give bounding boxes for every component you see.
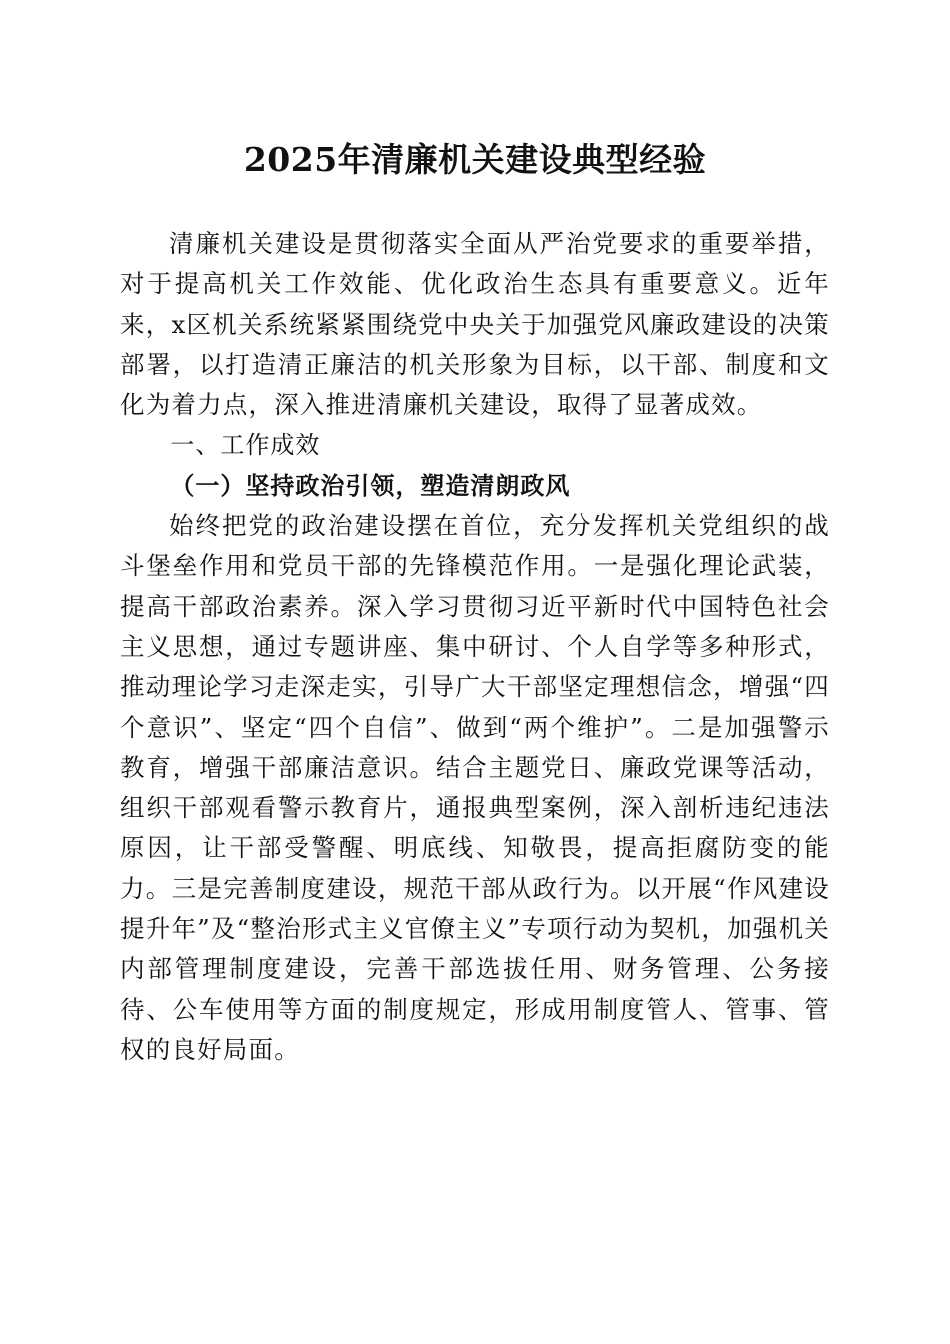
- subsection-paragraph: 始终把党的政治建设摆在首位，充分发挥机关党组织的战斗堡垒作用和党员干部的先锋模范作用。一是强化理论武装，提高干部政治素养。深入学习贯彻习近平新时代中国特色社会主义思想，通过专题讲座、集中研讨、个人自学等多种形式，推动理论学习走深走实，引导广大干部坚定理想信念，增强“四个意识”、坚定“四个自信”、做到“两个维护”。二是加强警示教育，增强干部廉洁意识。结合主题党日、廉政党课等活动，组织干部观看警示教育片，通报典型案例，深入剖析违纪违法原因，让干部受警醒、明底线、知敬畏，提高拒腐防变的能力。三是完善制度建设，规范干部从政行为。以开展“作风建设提升年”及“整治形式主义官僚主义”专项行动为契机，加强机关内部管理制度建设，完善干部选拔任用、财务管理、公务接待、公车使用等方面的制度规定，形成用制度管人、管事、管权的良好局面。: [120, 511, 830, 1064]
- section-heading: 一、工作成效: [170, 431, 321, 460]
- subsection-heading: （一）坚持政治引领，塑造清朗政风: [170, 470, 571, 500]
- intro-paragraph: 清廉机关建设是贯彻落实全面从严治党要求的重要举措，对于提高机关工作效能、优化政治生态具有重要意义。近年来，x区机关系统紧紧围绕党中央关于加强党风廉政建设的决策部署，以打造清正廉洁的机关形象为目标，以干部、制度和文化为着力点，深入推进清廉机关建设，取得了显著成效。: [120, 229, 830, 420]
- document-body: [120, 224, 830, 1070]
- document-title: 2025年清廉机关建设典型经验: [243, 140, 707, 179]
